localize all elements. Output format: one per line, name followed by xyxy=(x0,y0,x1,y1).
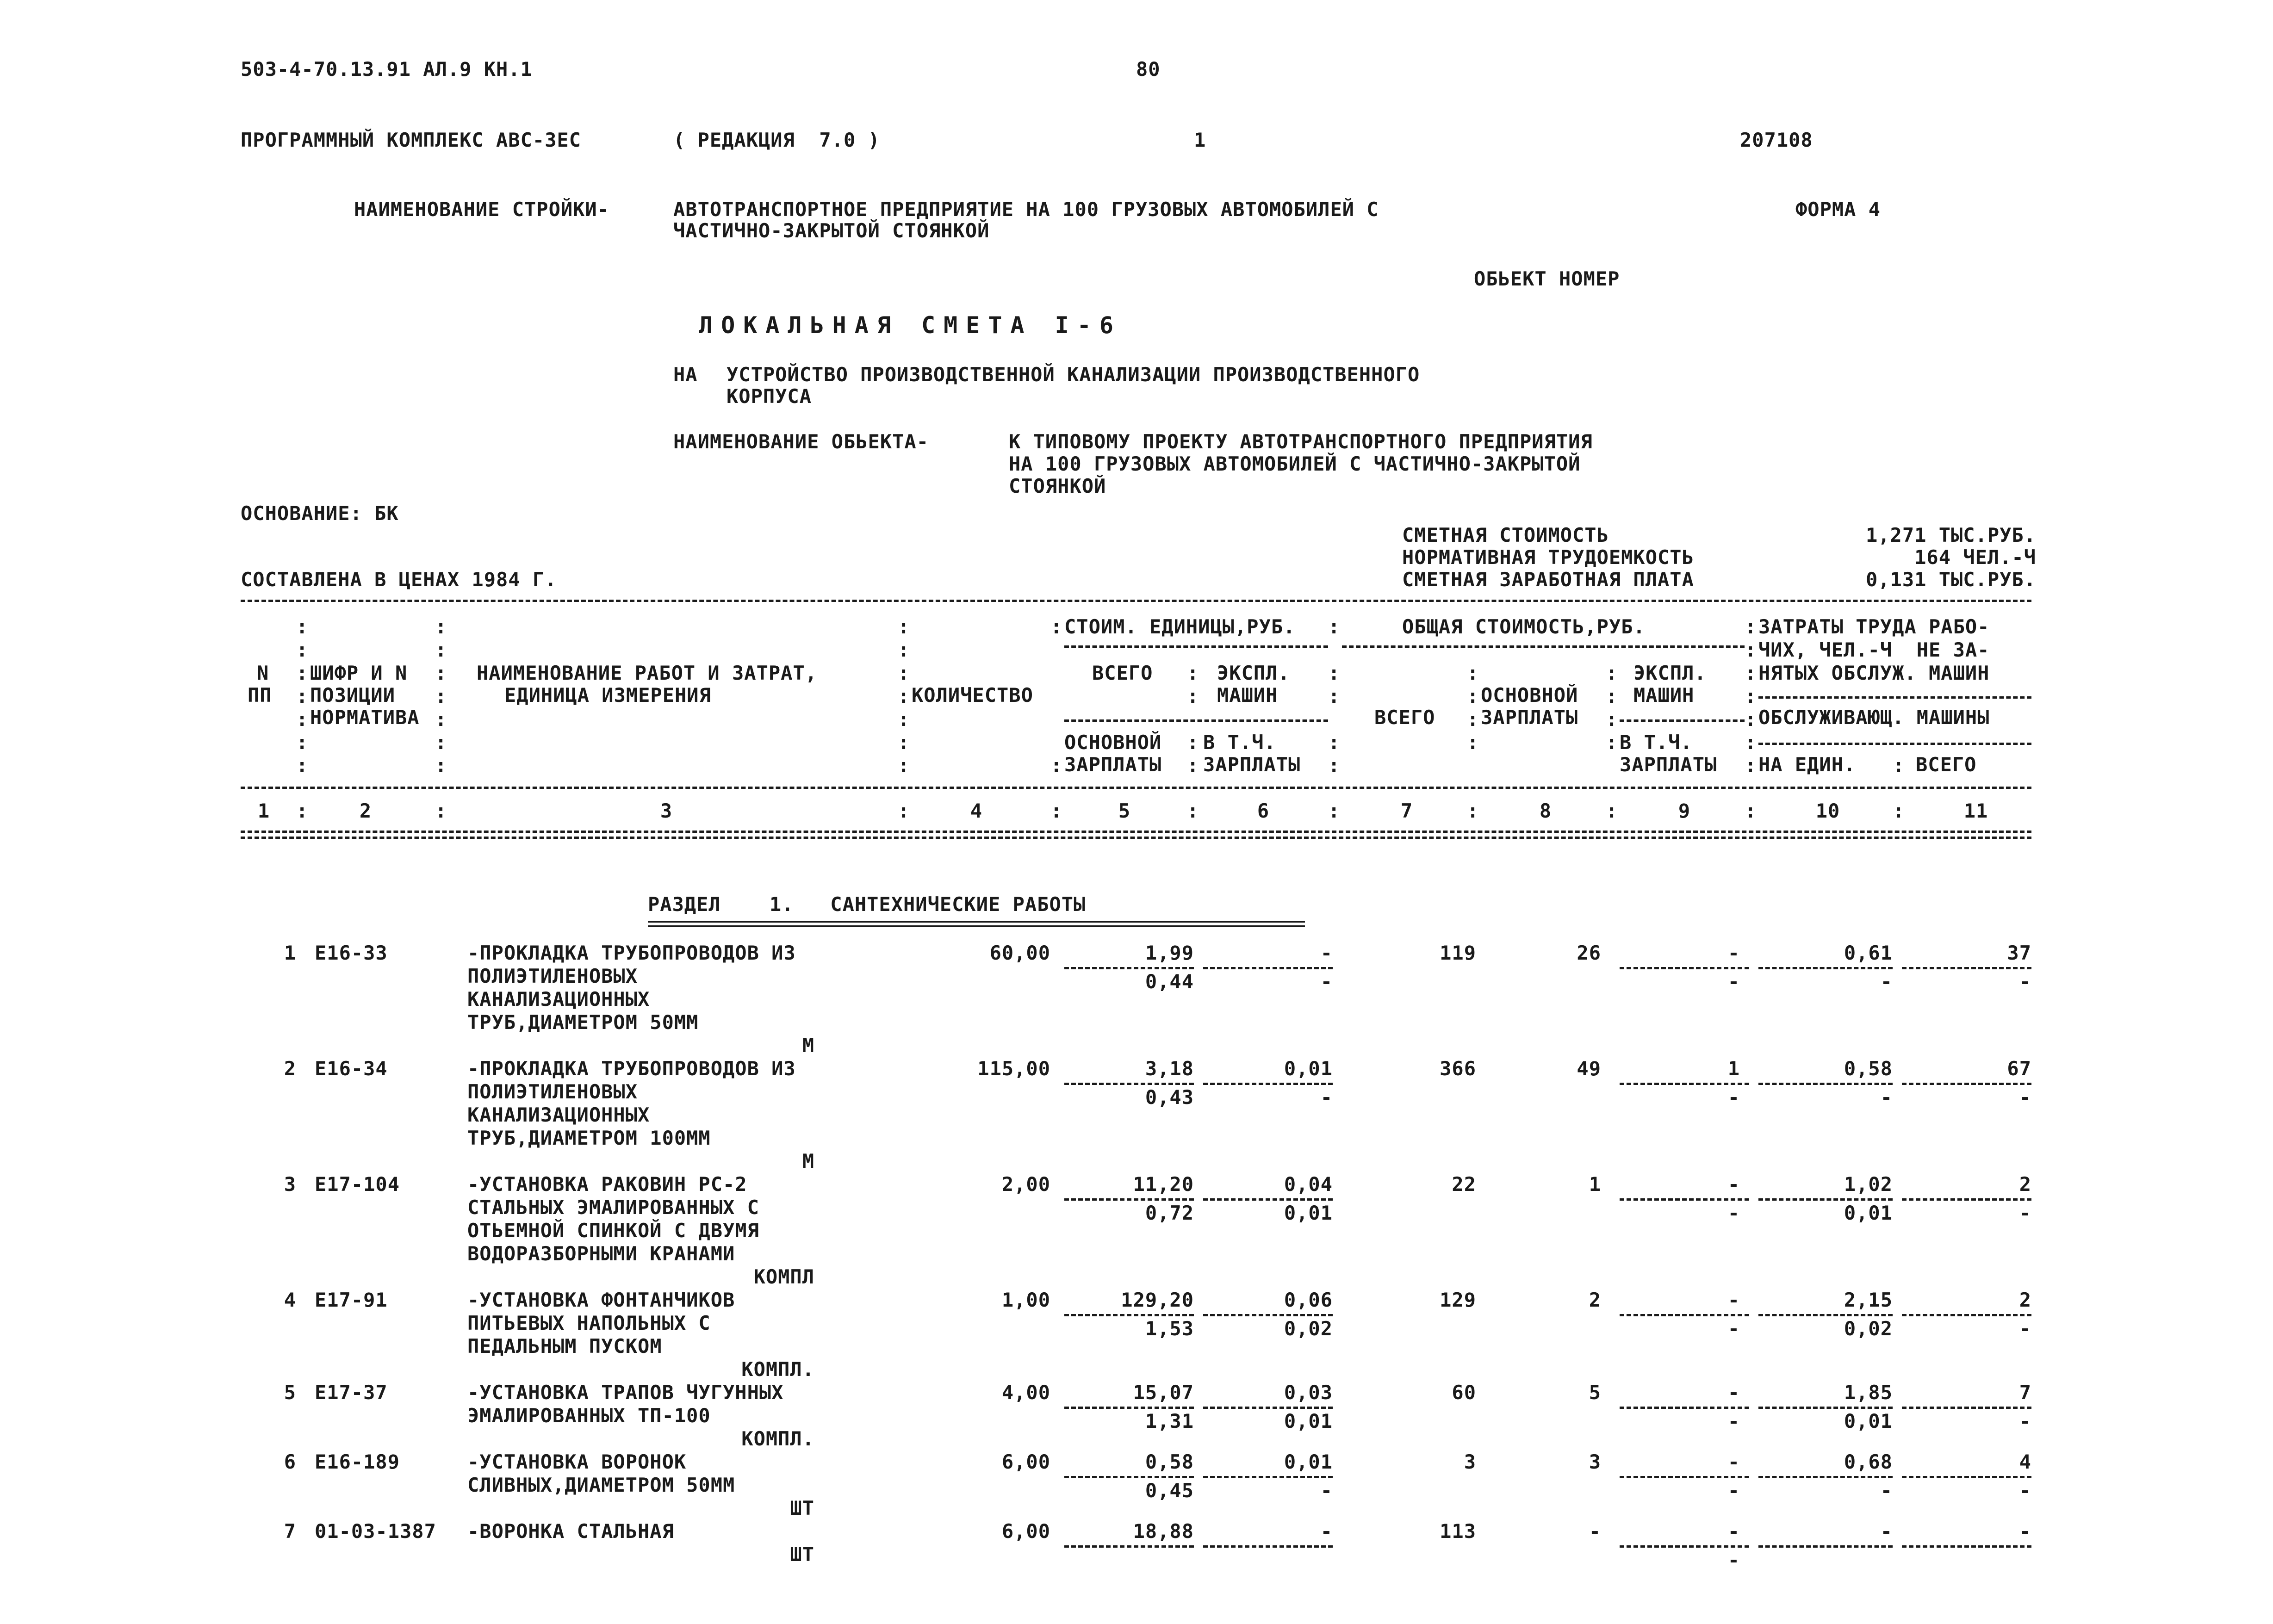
row-subrule xyxy=(1902,1083,2031,1085)
row-total-wage: 26 xyxy=(1577,942,1601,964)
hdr-name-2: ЕДИНИЦА ИЗМЕРЕНИЯ xyxy=(504,684,711,707)
row-code: Е16-33 xyxy=(315,942,388,964)
row-subrule xyxy=(1203,967,1333,969)
row-labor-unit-2: 0,01 xyxy=(1844,1202,1893,1224)
row-unit: М xyxy=(802,1150,814,1172)
row-total-expl: - xyxy=(1727,1381,1740,1404)
doc-code: 207108 xyxy=(1740,129,1813,151)
row-subrule xyxy=(1064,1545,1194,1548)
row-labor-unit-2: 0,02 xyxy=(1844,1317,1893,1340)
row-name-line: КАНАЛИЗАЦИОННЫХ xyxy=(467,988,650,1010)
row-total-expl: 1 xyxy=(1727,1057,1740,1080)
hdr-rule xyxy=(1064,645,1328,648)
row-qty: 1,00 xyxy=(1001,1289,1050,1311)
row-number: 5 xyxy=(284,1381,296,1404)
row-unit-total: 129,20 xyxy=(1121,1289,1194,1311)
row-unit-wage: 0,43 xyxy=(1145,1086,1194,1109)
row-labor-unit: - xyxy=(1880,1520,1893,1543)
col-separator: : : : : xyxy=(1187,662,1199,777)
row-total-incl: - xyxy=(1727,1202,1740,1224)
hdr-rule xyxy=(1758,743,2031,745)
row-subrule xyxy=(1758,967,1893,969)
row-total: 129 xyxy=(1440,1289,1476,1311)
col-num-8: 8 xyxy=(1539,800,1552,822)
hdr-t-expl-2: МАШИН xyxy=(1633,684,1695,707)
hdr-all: ВСЕГО xyxy=(1916,753,1977,776)
col-separator: : xyxy=(1328,800,1340,822)
hdr-t-expl-1: ЭКСПЛ. xyxy=(1633,662,1707,684)
row-name-line: -ВОРОНКА СТАЛЬНАЯ xyxy=(467,1520,674,1543)
hdr-u-wage-1: ОСНОВНОЙ xyxy=(1064,731,1162,754)
row-unit-incl: - xyxy=(1320,1086,1333,1109)
row-number: 3 xyxy=(284,1173,296,1196)
construction-name-line1: АВТОТРАНСПОРТНОЕ ПРЕДПРИЯТИЕ НА 100 ГРУЗОВЫХ АВТОМОБИЛЕЙ С xyxy=(673,198,1379,221)
row-qty: 60,00 xyxy=(989,942,1050,964)
row-name-line: КАНАЛИЗАЦИОННЫХ xyxy=(467,1103,650,1126)
row-labor-all-2: - xyxy=(2019,1202,2031,1224)
row-subrule xyxy=(1902,1314,2031,1316)
row-labor-unit: 1,85 xyxy=(1844,1381,1893,1404)
hdr-name-1: НАИМЕНОВАНИЕ РАБОТ И ЗАТРАТ, xyxy=(477,662,818,684)
row-total-wage: - xyxy=(1589,1520,1601,1543)
row-qty: 4,00 xyxy=(1001,1381,1050,1404)
row-subrule xyxy=(1758,1407,1893,1409)
col-num-1: 1 xyxy=(257,800,270,822)
col-separator: : xyxy=(898,800,910,822)
row-unit: КОМПЛ xyxy=(753,1265,814,1288)
row-subrule xyxy=(1064,1476,1194,1478)
row-subrule xyxy=(1064,1314,1194,1316)
row-number: 7 xyxy=(284,1520,296,1543)
col-separator: : : : : : : : xyxy=(435,615,447,777)
row-unit-incl: - xyxy=(1320,970,1333,993)
row-name-line: ТРУБ,ДИАМЕТРОМ 100ММ xyxy=(467,1127,711,1149)
object-name-line3: СТОЯНКОЙ xyxy=(1009,475,1106,497)
row-subrule xyxy=(1203,1476,1333,1478)
row-total-incl: - xyxy=(1727,1317,1740,1340)
row-total-incl: - xyxy=(1727,1086,1740,1109)
row-labor-all: 37 xyxy=(2007,942,2031,964)
purpose-line1: УСТРОЙСТВО ПРОИЗВОДСТВЕННОЙ КАНАЛИЗАЦИИ ПРОИЗВОДСТВЕННОГО xyxy=(727,363,1420,386)
row-subrule xyxy=(1758,1083,1893,1085)
hdr-t-incl-2: ЗАРПЛАТЫ xyxy=(1620,753,1717,776)
hdr-unit-cost: СТОИМ. ЕДИНИЦЫ,РУБ. xyxy=(1064,615,1296,638)
row-unit-total: 11,20 xyxy=(1133,1173,1194,1196)
row-labor-unit: 0,61 xyxy=(1844,942,1893,964)
construction-label: НАИМЕНОВАНИЕ СТРОЙКИ- xyxy=(354,198,610,221)
row-labor-all-2: - xyxy=(2019,1317,2031,1340)
row-unit-total: 0,58 xyxy=(1145,1450,1194,1473)
row-unit-incl: 0,01 xyxy=(1284,1410,1333,1432)
row-labor-all: 2 xyxy=(2019,1289,2031,1311)
row-number: 1 xyxy=(284,942,296,964)
row-subrule xyxy=(1064,1198,1194,1201)
row-labor-unit-2: 0,01 xyxy=(1844,1410,1893,1432)
row-total: 3 xyxy=(1464,1450,1476,1473)
row-subrule xyxy=(1620,967,1749,969)
row-unit-wage: 1,53 xyxy=(1145,1317,1194,1340)
row-code: 01-03-1387 xyxy=(315,1520,436,1543)
row-unit: ШТ xyxy=(790,1543,814,1566)
summary-value-1: 164 ЧЕЛ.-Ч xyxy=(1914,546,2036,569)
row-unit: ШТ xyxy=(790,1497,814,1519)
row-name-line: ПЕДАЛЬНЫМ ПУСКОМ xyxy=(467,1335,662,1357)
row-total-wage: 49 xyxy=(1577,1057,1601,1080)
row-total-expl: - xyxy=(1727,942,1740,964)
row-labor-all: 7 xyxy=(2019,1381,2031,1404)
row-labor-all: 4 xyxy=(2019,1450,2031,1473)
row-code: Е17-37 xyxy=(315,1381,388,1404)
col-separator: : : : : : : : xyxy=(296,615,308,777)
row-unit-wage: 0,45 xyxy=(1145,1479,1194,1502)
row-subrule xyxy=(1620,1314,1749,1316)
row-code: Е16-189 xyxy=(315,1450,400,1473)
row-labor-unit-2: - xyxy=(1880,1479,1893,1502)
col-num-10: 10 xyxy=(1815,800,1840,822)
row-labor-all-2: - xyxy=(2019,970,2031,993)
col-separator: : xyxy=(1050,800,1062,822)
row-total-expl: - xyxy=(1727,1520,1740,1543)
edition: ( РЕДАКЦИЯ 7.0 ) xyxy=(673,129,880,151)
row-labor-unit: 0,58 xyxy=(1844,1057,1893,1080)
row-labor-all-2: - xyxy=(2019,1410,2031,1432)
section-title: РАЗДЕЛ 1. САНТЕХНИЧЕСКИЕ РАБОТЫ xyxy=(648,893,1086,916)
row-name-line: ПОЛИЭТИЛЕНОВЫХ xyxy=(467,965,638,987)
estimate-title: ЛОКАЛЬНАЯ СМЕТА I-6 xyxy=(699,312,1122,339)
section-underline xyxy=(648,921,1305,927)
row-unit-expl: 0,01 xyxy=(1284,1057,1333,1080)
row-unit-total: 15,07 xyxy=(1133,1381,1194,1404)
row-total-incl: - xyxy=(1727,1410,1740,1432)
col-separator: : xyxy=(1893,800,1905,822)
hdr-u-incl-1: В Т.Ч. xyxy=(1203,731,1276,754)
row-unit-expl: 0,03 xyxy=(1284,1381,1333,1404)
col-separator: : xyxy=(1467,800,1479,822)
hdr-u-wage-2: ЗАРПЛАТЫ xyxy=(1064,753,1162,776)
hdr-rule xyxy=(1342,645,1745,648)
row-subrule xyxy=(1203,1407,1333,1409)
hdr-t-incl-1: В Т.Ч. xyxy=(1620,731,1693,754)
row-total-incl: - xyxy=(1727,1479,1740,1502)
row-total: 22 xyxy=(1452,1173,1476,1196)
row-qty: 6,00 xyxy=(1001,1450,1050,1473)
row-unit-expl: - xyxy=(1320,942,1333,964)
row-subrule xyxy=(1620,1198,1749,1201)
row-labor-all-2: - xyxy=(2019,1086,2031,1109)
header-bottom-rule xyxy=(241,831,2031,833)
row-subrule xyxy=(1620,1407,1749,1409)
row-unit-wage: 1,31 xyxy=(1145,1410,1194,1432)
row-subrule xyxy=(1902,967,2031,969)
row-total-wage: 1 xyxy=(1589,1173,1601,1196)
row-labor-unit: 1,02 xyxy=(1844,1173,1893,1196)
row-subrule xyxy=(1064,1407,1194,1409)
row-subrule xyxy=(1620,1545,1749,1548)
col-num-11: 11 xyxy=(1963,800,1988,822)
row-subrule xyxy=(1620,1476,1749,1478)
row-code: Е17-104 xyxy=(315,1173,400,1196)
hdr-rule xyxy=(1620,719,1745,722)
row-total: 366 xyxy=(1440,1057,1476,1080)
row-total: 113 xyxy=(1440,1520,1476,1543)
col-separator: : : : : xyxy=(1606,662,1618,754)
col-num-2: 2 xyxy=(359,800,372,822)
summary-label-1: НОРМАТИВНАЯ ТРУДОЕМКОСТЬ xyxy=(1402,546,1694,569)
row-qty: 6,00 xyxy=(1001,1520,1050,1543)
form-label: ФОРМА 4 xyxy=(1795,198,1881,221)
row-unit-incl: - xyxy=(1320,1479,1333,1502)
col-num-7: 7 xyxy=(1400,800,1413,822)
col-separator: : : : : xyxy=(1467,662,1479,754)
col-separator: : : : : : : : xyxy=(898,615,910,777)
row-subrule xyxy=(1902,1476,2031,1478)
object-name-line2: НА 100 ГРУЗОВЫХ АВТОМОБИЛЕЙ С ЧАСТИЧНО-ЗАКРЫТОЙ xyxy=(1009,452,1581,475)
row-name-line: ТРУБ,ДИАМЕТРОМ 50ММ xyxy=(467,1011,699,1034)
row-name-line: -УСТАНОВКА ТРАПОВ ЧУГУННЫХ xyxy=(467,1381,784,1404)
col-num-6: 6 xyxy=(1257,800,1270,822)
row-subrule xyxy=(1203,1314,1333,1316)
hdr-u-total: ВСЕГО xyxy=(1092,662,1153,684)
summary-value-0: 1,271 ТЫС.РУБ. xyxy=(1865,524,2036,546)
col-num-5: 5 xyxy=(1118,800,1131,822)
hdr-total-cost: ОБЩАЯ СТОИМОСТЬ,РУБ. xyxy=(1402,615,1646,638)
col-num-9: 9 xyxy=(1678,800,1691,822)
row-unit-total: 1,99 xyxy=(1145,942,1194,964)
row-number: 4 xyxy=(284,1289,296,1311)
row-subrule xyxy=(1203,1083,1333,1085)
hdr-code-2: ПОЗИЦИИ xyxy=(310,684,396,707)
row-labor-unit: 2,15 xyxy=(1844,1289,1893,1311)
basis: ОСНОВАНИЕ: БК xyxy=(241,502,399,525)
hdr-t-wage-2: ЗАРПЛАТЫ xyxy=(1481,706,1578,729)
row-labor-unit-2: - xyxy=(1880,970,1893,993)
hdr-labor-3: НЯТЫХ ОБСЛУЖ. МАШИН xyxy=(1758,662,1990,684)
col-separator: : xyxy=(1187,800,1199,822)
col-separator: : : : : : xyxy=(1328,615,1340,777)
hdr-code-3: НОРМАТИВА xyxy=(310,706,420,729)
row-total-expl: - xyxy=(1727,1289,1740,1311)
row-unit: КОМПЛ. xyxy=(741,1427,814,1450)
col-separator: : xyxy=(435,800,447,822)
row-unit: М xyxy=(802,1034,814,1057)
col-separator: : : : : : : : xyxy=(1745,615,1757,777)
col-separator: : xyxy=(1745,800,1757,822)
row-name-line: -УСТАНОВКА ВОРОНОК xyxy=(467,1450,687,1473)
row-labor-all: 67 xyxy=(2007,1057,2031,1080)
row-subrule xyxy=(1758,1476,1893,1478)
row-code: Е16-34 xyxy=(315,1057,388,1080)
hdr-t-total: ВСЕГО xyxy=(1374,706,1435,729)
row-total-expl: - xyxy=(1727,1173,1740,1196)
row-name-line: -ПРОКЛАДКА ТРУБОПРОВОДОВ ИЗ xyxy=(467,1057,796,1080)
row-unit-total: 3,18 xyxy=(1145,1057,1194,1080)
on-label: НА xyxy=(673,363,698,386)
hdr-labor-2: ЧИХ, ЧЕЛ.-Ч НЕ ЗА- xyxy=(1758,638,1990,661)
row-unit: КОМПЛ. xyxy=(741,1358,814,1381)
row-name-line: ПОЛИЭТИЛЕНОВЫХ xyxy=(467,1080,638,1103)
row-subrule xyxy=(1064,967,1194,969)
hdr-labor-4: ОБСЛУЖИВАЮЩ. МАШИНЫ xyxy=(1758,706,1990,729)
row-subrule xyxy=(1758,1545,1893,1548)
row-code: Е17-91 xyxy=(315,1289,388,1311)
summary-value-2: 0,131 ТЫС.РУБ. xyxy=(1865,568,2036,591)
hdr-rule xyxy=(1758,696,2031,699)
program-name: ПРОГРАММНЫЙ КОМПЛЕКС АВС-3ЕС xyxy=(241,129,582,151)
summary-label-0: СМЕТНАЯ СТОИМОСТЬ xyxy=(1402,524,1609,546)
header-bottom-rule-2 xyxy=(241,837,2031,839)
row-total-wage: 3 xyxy=(1589,1450,1601,1473)
row-labor-all-2: - xyxy=(2019,1479,2031,1502)
hdr-per-unit: НА ЕДИН. xyxy=(1758,753,1856,776)
row-unit-expl: 0,04 xyxy=(1284,1173,1333,1196)
row-unit-incl: 0,01 xyxy=(1284,1202,1333,1224)
row-labor-all: - xyxy=(2019,1520,2031,1543)
col-num-3: 3 xyxy=(660,800,673,822)
hdr-rule xyxy=(1064,719,1328,722)
row-subrule xyxy=(1902,1407,2031,1409)
prices-basis: СОСТАВЛЕНА В ЦЕНАХ 1984 Г. xyxy=(241,568,557,591)
row-subrule xyxy=(1758,1198,1893,1201)
row-labor-all: 2 xyxy=(2019,1173,2031,1196)
row-name-line: СЛИВНЫХ,ДИАМЕТРОМ 50ММ xyxy=(467,1474,735,1496)
object-number: ОБЬЕКТ НОМЕР xyxy=(1474,267,1620,290)
row-subrule xyxy=(1064,1083,1194,1085)
row-total-wage: 5 xyxy=(1589,1381,1601,1404)
hdr-n-2: ПП xyxy=(248,684,272,707)
object-label: НАИМЕНОВАНИЕ ОБЬЕКТА- xyxy=(673,430,929,453)
hdr-u-expl-1: ЭКСПЛ. xyxy=(1217,662,1290,684)
row-name-line: -УСТАНОВКА РАКОВИН РС-2 xyxy=(467,1173,747,1196)
row-qty: 2,00 xyxy=(1001,1173,1050,1196)
row-number: 6 xyxy=(284,1450,296,1473)
hdr-qty: КОЛИЧЕСТВО xyxy=(912,684,1033,707)
row-unit-total: 18,88 xyxy=(1133,1520,1194,1543)
edition-number: 1 xyxy=(1194,129,1206,151)
header-top-rule xyxy=(241,600,2031,602)
row-name-line: СТАЛЬНЫХ ЭМАЛИРОВАННЫХ С xyxy=(467,1196,759,1219)
col-separator: : xyxy=(296,800,308,822)
document-code: 503-4-70.13.91 АЛ.9 КН.1 xyxy=(241,58,533,81)
row-total: 60 xyxy=(1452,1381,1476,1404)
hdr-labor-1: ЗАТРАТЫ ТРУДА РАБО- xyxy=(1758,615,1990,638)
hdr-code-1: ШИФР И N xyxy=(310,662,408,684)
row-unit-wage: 0,44 xyxy=(1145,970,1194,993)
header-mid-rule xyxy=(241,787,2031,789)
row-name-line: ОТЬЕМНОЙ СПИНКОЙ С ДВУМЯ xyxy=(467,1219,759,1242)
row-unit-wage: 0,72 xyxy=(1145,1202,1194,1224)
col-separator: : xyxy=(1606,800,1618,822)
hdr-u-expl-2: МАШИН xyxy=(1217,684,1278,707)
object-name-line1: К ТИПОВОМУ ПРОЕКТУ АВТОТРАНСПОРТНОГО ПРЕДПРИЯТИЯ xyxy=(1009,430,1593,453)
row-qty: 115,00 xyxy=(977,1057,1050,1080)
row-name-line: -ПРОКЛАДКА ТРУБОПРОВОДОВ ИЗ xyxy=(467,942,796,964)
hdr-n-1: N xyxy=(257,662,269,684)
row-subrule xyxy=(1758,1314,1893,1316)
row-subrule xyxy=(1902,1198,2031,1201)
row-number: 2 xyxy=(284,1057,296,1080)
row-total-expl: - xyxy=(1727,1450,1740,1473)
row-labor-unit: 0,68 xyxy=(1844,1450,1893,1473)
col-separator: : xyxy=(1893,754,1905,777)
row-subrule xyxy=(1203,1545,1333,1548)
col-separator: : : xyxy=(1050,615,1062,777)
row-total-wage: 2 xyxy=(1589,1289,1601,1311)
row-total: 119 xyxy=(1440,942,1476,964)
hdr-t-wage-1: ОСНОВНОЙ xyxy=(1481,684,1578,707)
row-subrule xyxy=(1902,1545,2031,1548)
row-unit-expl: 0,06 xyxy=(1284,1289,1333,1311)
summary-label-2: СМЕТНАЯ ЗАРАБОТНАЯ ПЛАТА xyxy=(1402,568,1694,591)
row-total-incl: - xyxy=(1727,970,1740,993)
col-num-4: 4 xyxy=(970,800,983,822)
row-total-incl: - xyxy=(1727,1549,1740,1571)
row-unit-incl: 0,02 xyxy=(1284,1317,1333,1340)
hdr-u-incl-2: ЗАРПЛАТЫ xyxy=(1203,753,1301,776)
row-labor-unit-2: - xyxy=(1880,1086,1893,1109)
row-name-line: ПИТЬЕВЫХ НАПОЛЬНЫХ С xyxy=(467,1312,711,1334)
row-unit-expl: 0,01 xyxy=(1284,1450,1333,1473)
row-unit-expl: - xyxy=(1320,1520,1333,1543)
row-name-line: ЭМАЛИРОВАННЫХ ТП-100 xyxy=(467,1404,711,1427)
construction-name-line2: ЧАСТИЧНО-ЗАКРЫТОЙ СТОЯНКОЙ xyxy=(673,219,990,242)
purpose-line2: КОРПУСА xyxy=(727,385,812,408)
row-subrule xyxy=(1203,1198,1333,1201)
row-name-line: ВОДОРАЗБОРНЫМИ КРАНАМИ xyxy=(467,1242,735,1265)
row-name-line: -УСТАНОВКА ФОНТАНЧИКОВ xyxy=(467,1289,735,1311)
row-subrule xyxy=(1620,1083,1749,1085)
page-number: 80 xyxy=(1136,58,1161,81)
